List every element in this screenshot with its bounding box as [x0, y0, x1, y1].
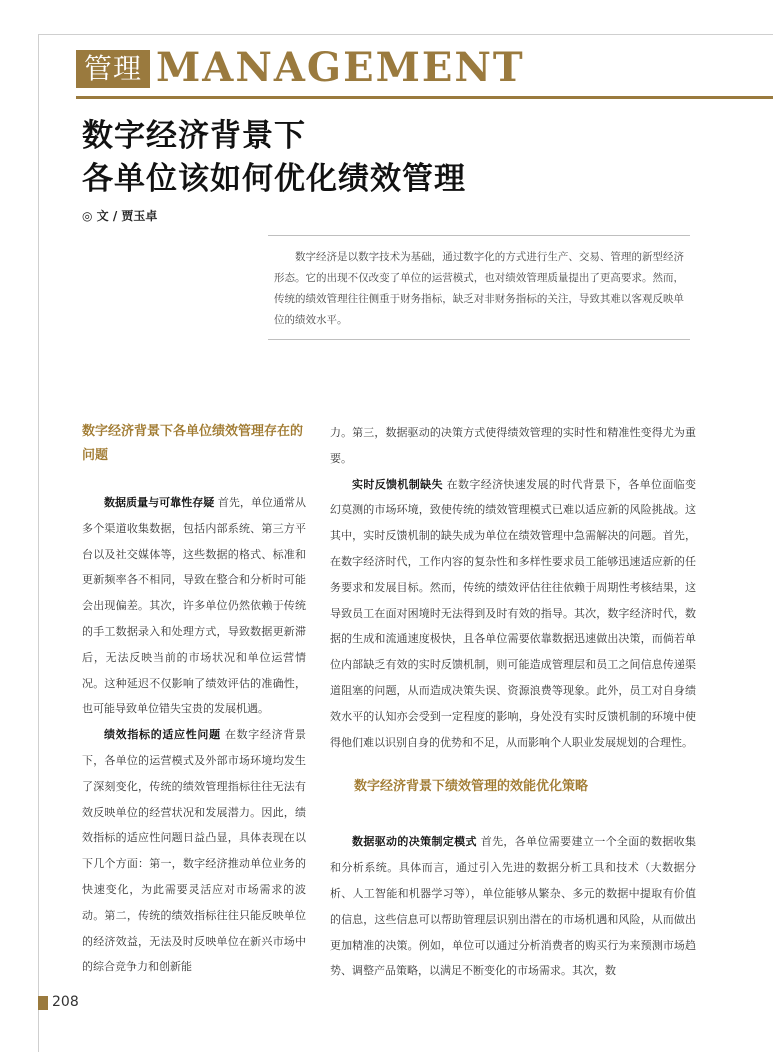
section-heading-strategies: 数字经济背景下绩效管理的效能优化策略	[354, 779, 589, 795]
article-title	[82, 115, 466, 201]
paragraph-continued: 力。第三，数据驱动的决策方式使得绩效管理的实时性和精准性变得尤为重要。	[330, 426, 696, 465]
paragraph-text: 在数字经济背景下，各单位的运营模式及外部市场环境均发生了深刻变化，传统的绩效管理指标往往无法有效反映单位的经营状况和发展潜力。因此，绩效指标的适应性问题日益凸显，具体表现在以下几个方面：第一，数字经济推动单位业务的快速变化，为此需要灵活应对市场需求的波动。第二，传统的绩效指标往往只能反映单位的经济效益，无法及时反映单位在新兴市场中的综合竞争力和创新能	[82, 728, 307, 974]
section-title-en: MANAGEMENT	[156, 44, 525, 91]
byline: ◎ 文 / 贾玉卓	[82, 209, 158, 223]
paragraph-realtime-feedback	[330, 472, 696, 756]
paragraph-lead: 实时反馈机制缺失	[352, 477, 443, 491]
page-number-marker	[38, 996, 48, 1010]
abstract-top-rule	[268, 235, 690, 236]
paragraph-lead: 数据驱动的决策制定模式	[352, 835, 477, 849]
paragraph-data-driven	[330, 829, 696, 984]
page-top-border	[38, 34, 773, 35]
title-line-1: 数字经济背景下	[82, 118, 306, 154]
abstract: 数字经济是以数字技术为基础，通过数字化的方式进行生产、交易、管理的新型经济形态。它的出现不仅改变了单位的运营模式，也对绩效管理质量提出了更高要求。然而，传统的绩效管理往往侧重于财务指标，缺乏对非财务指标的关注，导致其难以客观反映单位的绩效水平。	[274, 251, 684, 326]
left-column	[82, 420, 306, 980]
header-rule	[76, 96, 773, 99]
paragraph-text: 在数字经济快速发展的时代背景下，各单位面临变幻莫测的市场环境，致使传统的绩效管理模式已难以适应新的风险挑战。这其中，实时反馈机制的缺失成为单位在绩效管理中急需解决的问题。首先，在数字经济时代，工作内容的复杂性和多样性要求员工能够迅速适应新的任务要求和发展目标。然而，传统的绩效评估往往依赖于周期性考核结果，这导致员工在面对困境时无法得到及时有效的指导。其次，数字经济时代，数据的生成和流通速度极快，且各单位需要依靠数据迅速做出决策，而倘若单位内部缺乏有效的实时反馈机制，则可能造成管理层和员工之间信息传递渠道阻塞的问题，从而造成决策失误、资源浪费等现象。此外，员工对自身绩效水平的认知亦会受到一定程度的影响，身处没有实时反馈机制的环境中使得他们难以识别自身的优势和不足，从而影响个人职业发展规划的合理性。	[330, 477, 697, 749]
paragraph-text: 首先，各单位需要建立一个全面的数据收集和分析系统。具体而言，通过引入先进的数据分析工具和技术（大数据分析、人工智能和机器学习等），单位能够从繁杂、多元的数据中提取有价值的信息，这些信息可以帮助管理层识别出潜在的市场机遇和风险，从而做出更加精准的决策。例如，单位可以通过分析消费者的购买行为来预测市场趋势、调整产品策略，以满足不断变化的市场需求。其次，数	[330, 835, 697, 978]
paragraph-data-quality	[82, 490, 306, 722]
right-column	[330, 420, 696, 984]
paragraph-text: 首先，单位通常从多个渠道收集数据，包括内部系统、第三方平台以及社交媒体等，这些数据的格式、标准和更新频率各不相同，导致在整合和分析时可能会出现偏差。其次，许多单位仍然依赖于传统的手工数据录入和处理方式，导致数据更新滞后，无法反映当前的市场状况和单位运营情况。这种延迟不仅影响了绩效评估的准确性，也可能导致单位错失宝贵的发展机遇。	[82, 496, 307, 716]
abstract-bottom-rule	[268, 339, 690, 340]
page-number: 208	[52, 994, 79, 1010]
paragraph-indicator-adaptability	[82, 722, 306, 980]
page-left-border	[38, 34, 39, 1052]
section-badge-cn: 管理	[76, 50, 150, 88]
section-heading-problems: 数字经济背景下各单位绩效管理存在的问题	[82, 424, 304, 463]
section-header	[76, 44, 525, 91]
paragraph-lead: 数据质量与可靠性存疑	[104, 496, 215, 509]
title-line-2: 各单位该如何优化绩效管理	[82, 161, 466, 197]
paragraph-lead: 绩效指标的适应性问题	[104, 728, 221, 742]
